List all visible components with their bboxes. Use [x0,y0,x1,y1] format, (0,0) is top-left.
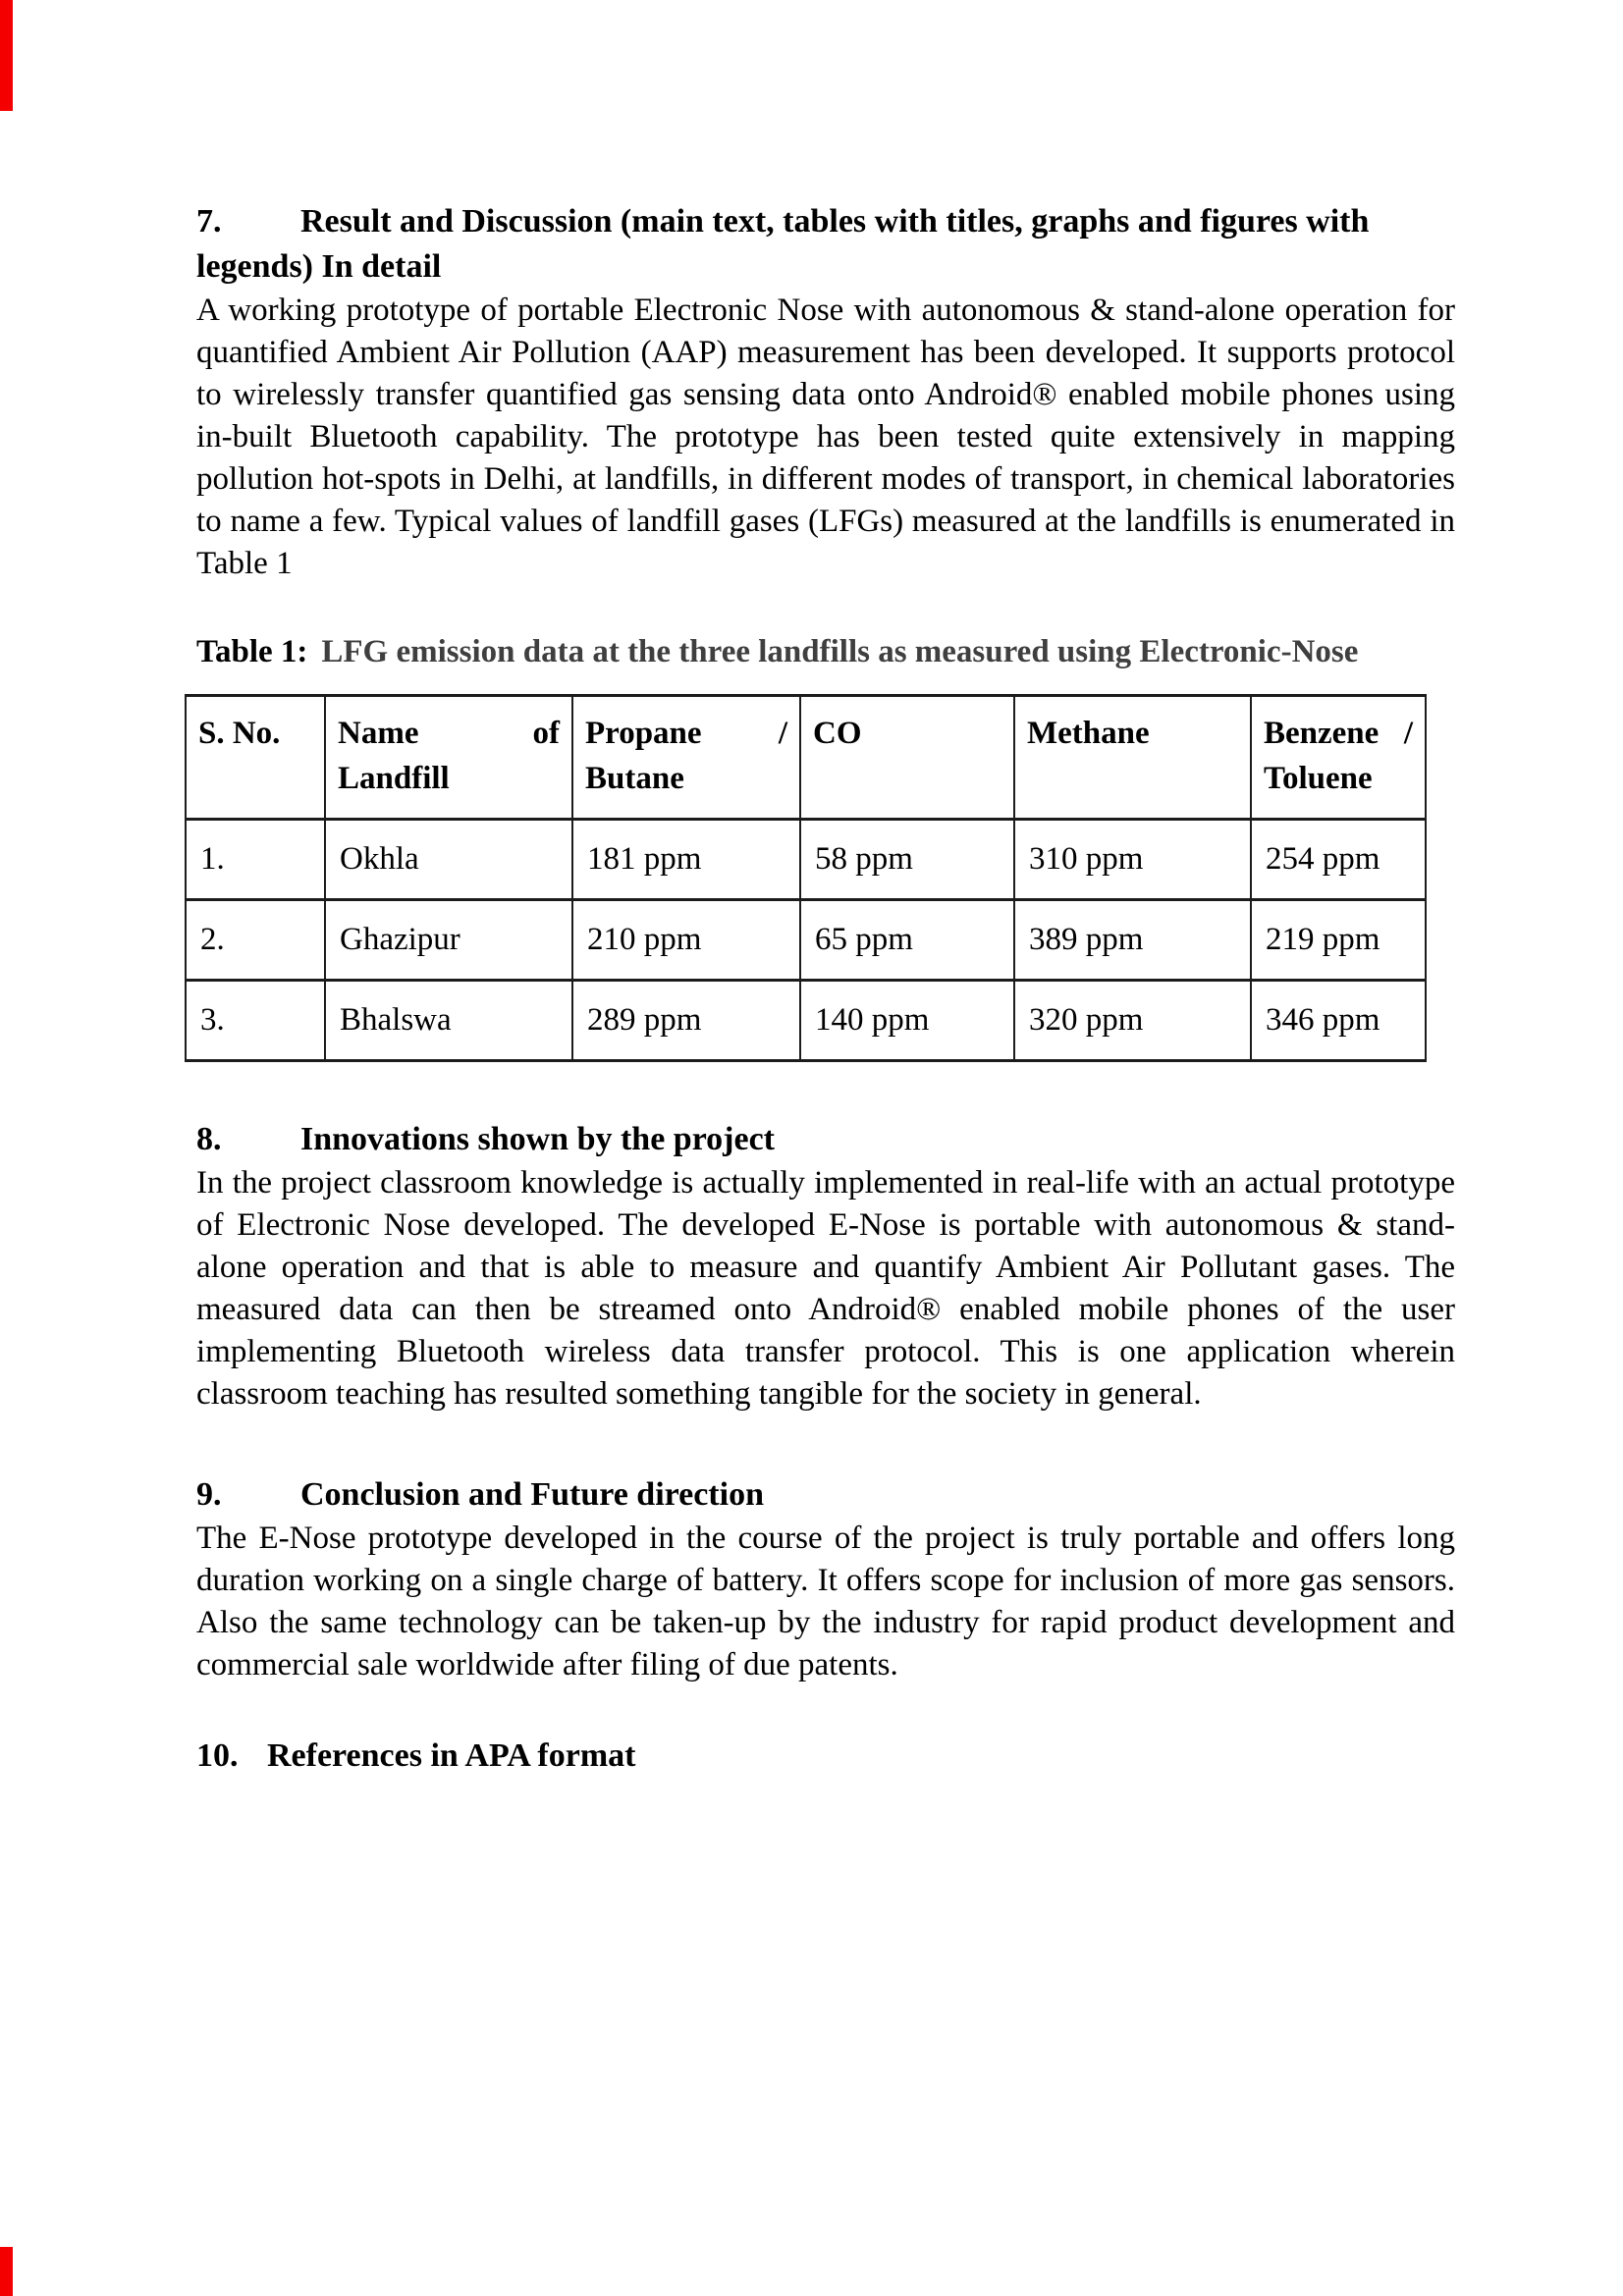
table-cell: Okhla [325,820,572,900]
col-header-methane: Methane [1014,696,1251,820]
table-cell: 2. [186,900,325,981]
table-cell: 3. [186,981,325,1061]
table-cell: 65 ppm [800,900,1014,981]
section-10-title: References in APA format [267,1737,636,1774]
table-row [186,981,1426,1061]
paragraph-innovations: In the project classroom knowledge is actually implemented in real-life with an actual prototype of Electronic Nose developed. The developed E-Nose is portable with autonomous & stand-alone operation and that is able to measure and quantify Ambient Air Pollutant gases. The measured data can then be streamed onto Android® enabled mobile phones of the user implementing Bluetooth wireless data transfer protocol. This is one application wherein classroom teaching has resulted something tangible for the society in general. [196,1165,1455,1412]
table-cell: 389 ppm [1014,900,1251,981]
table-cell: 320 ppm [1014,981,1251,1061]
table-1-caption-label: Table 1: [196,634,308,669]
table-cell: 1. [186,820,325,900]
section-10-number: 10. [196,1737,239,1774]
col-header-landfill-name: Name of Landfill [325,696,572,820]
lfg-emission-table [185,694,1427,1062]
section-10-heading [196,1734,1455,1779]
paragraph-conclusion: The E-Nose prototype developed in the course of the project is truly portable and offers long duration working on a single charge of battery. It offers scope for inclusion of more gas sensors. Also the same technology can be taken-up by the industry for rapid product development and commercial sale worldwide after filing of due patents. [196,1521,1455,1682]
red-edge-artifact-bottom [0,2247,13,2296]
table-cell: 58 ppm [800,820,1014,900]
section-9-heading [196,1472,1455,1518]
red-edge-artifact-top [0,0,13,111]
table-cell: 140 ppm [800,981,1014,1061]
table-cell: 346 ppm [1251,981,1426,1061]
table-cell: Bhalswa [325,981,572,1061]
table-cell: 289 ppm [572,981,800,1061]
table-cell: 210 ppm [572,900,800,981]
section-9-number: 9. [196,1476,222,1513]
col-header-sno: S. No. [186,696,325,820]
paragraph-result-discussion: A working prototype of portable Electronic Nose with autonomous & stand-alone operation for quantified Ambient Air Pollution (AAP) measurement has been developed. It supports protocol to wirelessly transfer quantified gas sensing data onto Android® enabled mobile phones using in-built Bluetooth capability. The prototype has been tested quite extensively in mapping pollution hot-spots in Delhi, at landfills, in different modes of transport, in chemical laboratories to name a few. Typical values of landfill gases (LFGs) measured at the landfills is enumerated in Table 1 [196,293,1455,581]
section-7-title: Result and Discussion (main text, tables with titles, graphs and figures with legends) In detail [196,203,1370,285]
table-header-row [186,696,1426,820]
table-cell: 310 ppm [1014,820,1251,900]
section-8-title: Innovations shown by the project [300,1121,776,1157]
table-row [186,820,1426,900]
section-8-number: 8. [196,1121,222,1157]
page-content [196,199,1455,1779]
col-header-co: CO [800,696,1014,820]
table-cell: Ghazipur [325,900,572,981]
col-header-benzene-toluene: Benzene / Toluene [1251,696,1426,820]
table-1-caption [196,630,1455,674]
col-header-propane-butane: Propane / Butane [572,696,800,820]
table-cell: 181 ppm [572,820,800,900]
table-cell: 219 ppm [1251,900,1426,981]
section-7-number: 7. [196,203,222,240]
section-9-title: Conclusion and Future direction [300,1476,764,1513]
table-row [186,900,1426,981]
section-8-heading [196,1117,1455,1162]
table-cell: 254 ppm [1251,820,1426,900]
table-1-caption-text: LFG emission data at the three landfills as measured using Electronic-Nose [321,634,1359,669]
section-7-heading [196,199,1455,290]
